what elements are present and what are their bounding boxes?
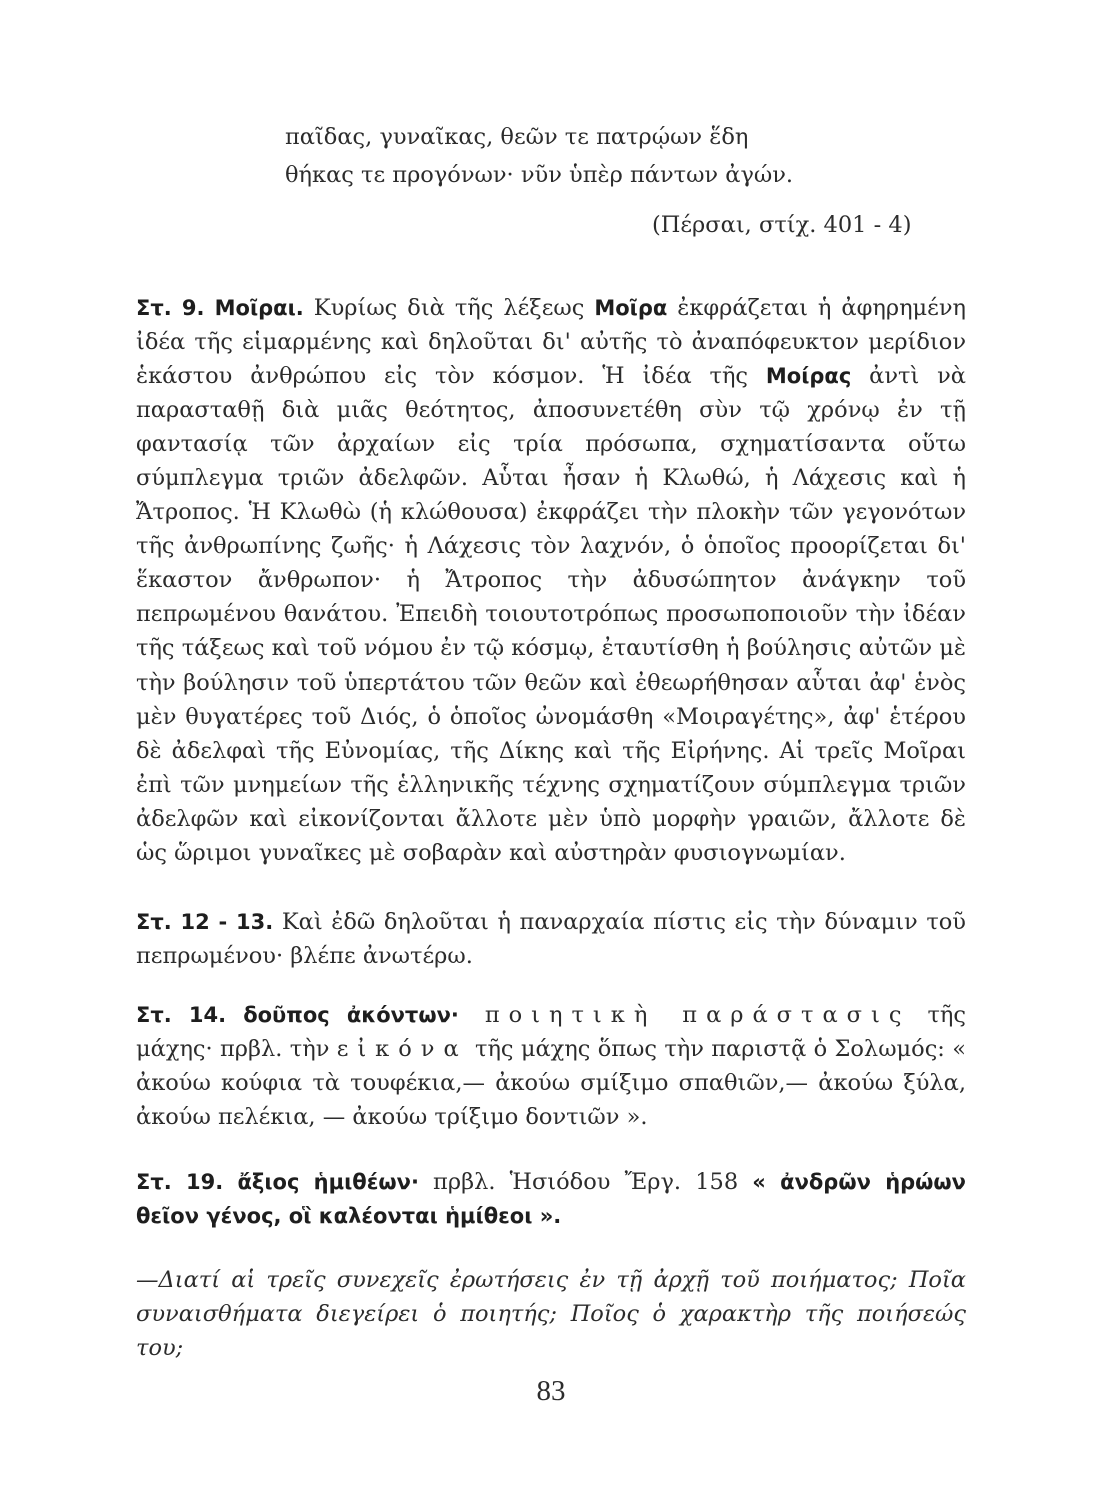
verse-line-2: θήκας τε προγόνων· νῦν ὑπὲρ πάντων ἀγών.	[285, 162, 794, 188]
note-label: Στ. 12 - 13.	[136, 909, 274, 934]
note-text: τῆς μάχης· πρβλ. τὴν	[136, 1001, 966, 1062]
study-questions: —Διατί αἱ τρεῖς συνεχεῖς ἐρωτήσεις ἐν τῇ ἀρχῇ τοῦ ποιήματος; Ποῖα συναισθήματα διεγείρει ὁ ποιητής; Ποῖος ὁ χαρακτὴρ τῆς ποιήσεώς του;	[136, 1266, 966, 1361]
verse-citation: (Πέρσαι, στίχ. 401 - 4)	[652, 212, 912, 238]
spaced-phrase: ποιητικὴ παράστασις	[458, 1001, 911, 1028]
note-text: Κυρίως διὰ τῆς λέξεως	[303, 294, 595, 321]
note-text: τῆς μάχης ὅπως τὴν παριστᾷ ὁ Σολωμός: « ἀκούω κούφια τὰ τουφέκια,— ἀκούω σμίξιμο σπαθιῶν,— ἀκούω ξύλα, ἀκούω πελέκια, — ἀκούω τρίξιμο δοντιῶν ».	[136, 1035, 966, 1130]
note-label: Στ. 9. Μοῖραι.	[136, 295, 304, 320]
commentary-note-line-19	[136, 1165, 966, 1233]
commentary-note-line-12-13	[136, 905, 966, 973]
note-label: Στ. 19. ἄξιος ἡμιθέων·	[136, 1169, 419, 1194]
keyword-moira: Μοῖρα	[594, 295, 668, 320]
note-text: Καὶ ἐδῶ δηλοῦται ἡ παναρχαία πίστις εἰς τὴν δύναμιν τοῦ πεπρωμένου· βλέπε ἀνωτέρω.	[136, 908, 966, 969]
page-number: 83	[536, 1375, 566, 1407]
verse-quote	[285, 118, 925, 194]
note-label: Στ. 14. δοῦπος ἀκόντων·	[136, 1002, 459, 1027]
commentary-note-line-14	[136, 998, 966, 1134]
note-text: ἐκφράζεται ἡ ἀφηρημένη ἰδέα τῆς εἱμαρμένης καὶ δηλοῦται δι' αὐτῆς τὸ ἀναπόφευκτον μερίδιον ἑκάστου ἀνθρώπου εἰς τὸν κόσμον. Ἡ ἰδέα τῆς	[136, 294, 966, 389]
keyword-moiras: Μοίρας	[765, 363, 852, 388]
note-text: ἀντὶ νὰ παρασταθῇ διὰ μιᾶς θεότητος, ἀποσυνετέθη σὺν τῷ χρόνῳ ἐν τῇ φαντασίᾳ τῶν ἀρχαίων εἰς τρία πρόσωπα, σχηματίσαντα οὕτω σύμπλεγμα τριῶν ἀδελφῶν. Αὗται ἦσαν ἡ Κλωθώ, ἡ Λάχεσις καὶ ἡ Ἄτροπος. Ἡ Κλωθὼ (ἡ κλώθουσα) ἐκφράζει τὴν πλοκὴν τῶν γεγονότων τῆς ἀνθρωπίνης ζωῆς· ἡ Λάχεσις τὸν λαχνόν, ὁ ὁποῖος προορίζεται δι' ἕκαστον ἄνθρωπον· ἡ Ἄτροπος τὴν ἀδυσώπητον ἀνάγκην τοῦ πεπρωμένου θανάτου. Ἐπειδὴ τοιουτοτρόπως προσωποποιοῦν τὴν ἰδέαν τῆς τάξεως καὶ τοῦ νόμου ἐν τῷ κόσμῳ, ἐταυτίσθη ἡ βούλησις αὐτῶν μὲ τὴν βούλησιν τοῦ ὑπερτάτου τῶν θεῶν καὶ ἐθεωρήθησαν αὗται ἀφ' ἑνὸς μὲν θυγατέρες τοῦ Διός, ὁ ὁποῖος ὠνομάσθη «Μοιραγέτης», ἀφ' ἑτέρου δὲ ἀδελφαὶ τῆς Εὐνομίας, τῆς Δίκης καὶ τῆς Εἰρήνης. Αἱ τρεῖς Μοῖραι ἐπὶ τῶν μνημείων τῆς ἑλληνικῆς τέχνης σχηματίζουν σύμπλεγμα τριῶν ἀδελφῶν καὶ εἰκονίζονται ἄλλοτε μὲν ὑπὸ μορφὴν γραιῶν, ἄλλοτε δὲ ὡς ὥριμοι γυναῖκες μὲ σοβαρὰν καὶ αὐστηρὰν φυσιογνωμίαν.	[136, 362, 966, 866]
hesiod-quote: « ἀνδρῶν ἡρώων θεῖον γένος, οἳ καλέονται ἡμίθεοι ».	[136, 1169, 966, 1228]
spaced-phrase: εἰκόνα	[336, 1035, 468, 1062]
note-text: πρβλ. Ἡσιόδου Ἔργ. 158	[418, 1168, 753, 1195]
commentary-note-line-9	[136, 291, 966, 871]
verse-line-1: παῖδας, γυναῖκας, θεῶν τε πατρῴων ἕδη	[285, 124, 749, 150]
